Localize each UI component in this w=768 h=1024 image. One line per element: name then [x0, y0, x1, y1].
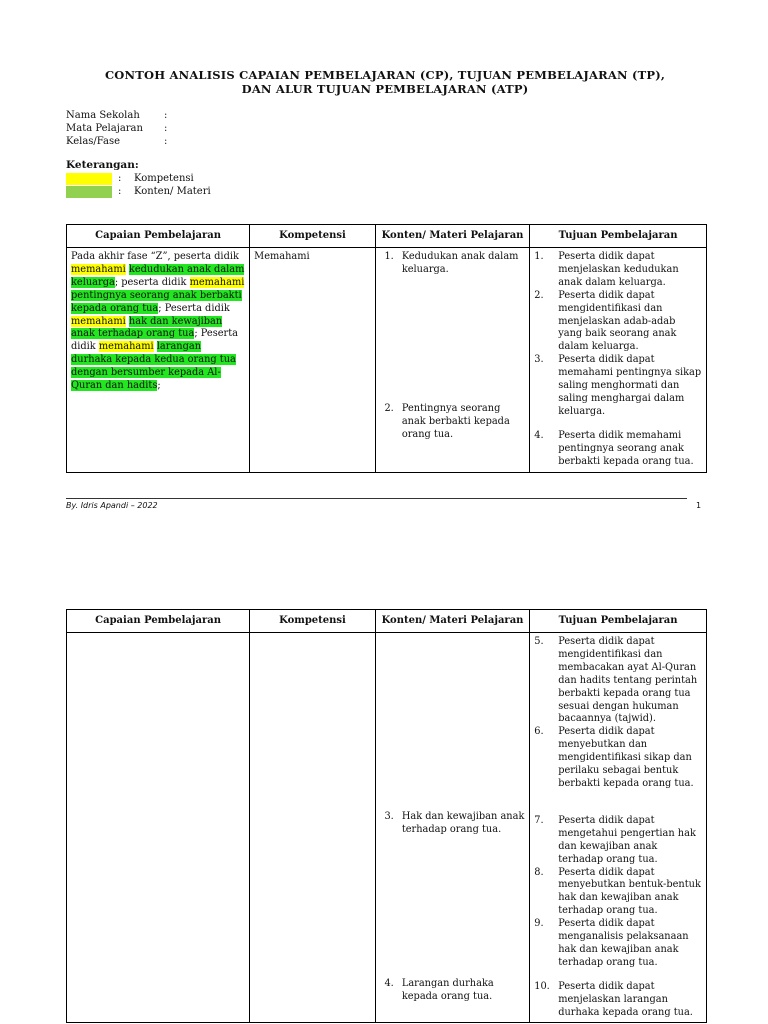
konten-item: [380, 811, 525, 837]
header-tujuan: Tujuan Pembelajaran: [530, 610, 707, 633]
item-number: 3.: [384, 811, 394, 822]
header-capaian: Capaian Pembelajaran: [67, 610, 250, 633]
item-text: Larangan durhaka kepada orang tua.: [401, 977, 494, 1002]
document-title-line-1: CONTOH ANALISIS CAPAIAN PEMBELAJARAN (CP), TUJUAN PEMBELAJARAN (TP),: [104, 68, 666, 82]
item-text: Peserta didik dapat menyebutkan dan mengidentifikasi sikap dan perilaku sebagai bentuk berbakti kepada orang tua.: [558, 726, 694, 789]
item-text: Peserta didik memahami pentingnya seorang anak berbakti kepada orang tua.: [558, 429, 694, 467]
tujuan-item: [534, 430, 702, 469]
analysis-table-page-1: [66, 224, 707, 473]
item-text: Peserta didik dapat mengetahui pengertian hak dan kewajiban anak terhadap orang tua.: [558, 814, 696, 865]
cell-kompetensi: [250, 248, 376, 473]
header-kompetensi: Kompetensi: [250, 610, 376, 633]
item-number: 2.: [384, 402, 394, 414]
header-tujuan: Tujuan Pembelajaran: [530, 225, 707, 248]
cp-text: ; Peserta didik: [158, 302, 230, 314]
item-text: Kedudukan anak dalam keluarga.: [401, 251, 519, 275]
cp-konten-highlight: larangan durhaka kepada kedua orang tua dengan bersumber kepada Al-Quran dan hadits: [71, 341, 236, 392]
item-number: 2.: [534, 289, 544, 301]
cell-capaian-pembelajaran: [67, 248, 250, 473]
info-nama-sekolah: [66, 110, 167, 121]
item-text: Peserta didik dapat menganalisis pelaksanaan hak dan kewajiban anak terhadap orang tua.: [558, 918, 689, 968]
info-sep: :: [164, 110, 168, 121]
konten-item: [380, 403, 525, 442]
cp-konten-highlight: hak dan kewajiban anak terhadap orang tua: [71, 315, 223, 340]
footer-divider: [66, 498, 687, 499]
legend-sep: :: [118, 173, 122, 184]
cp-text: ; peserta didik: [114, 276, 190, 288]
item-text: Peserta didik dapat mengidentifikasi dan membacakan ayat Al-Quran dan hadits tentang perintah berbakti kepada orang tua sesuai dengan hukuman bacaannya (tajwid).: [558, 636, 698, 725]
tujuan-item: [534, 251, 702, 290]
info-sep: :: [164, 136, 168, 147]
legend-item-konten: [66, 186, 211, 198]
cp-kompetensi-highlight: memahami: [98, 341, 154, 353]
info-mata-pelajaran: [66, 123, 167, 134]
table-header-row: [67, 225, 707, 248]
cp-text: ; Peserta didik: [71, 328, 238, 353]
cp-text: Pada akhir fase “Z”, peserta didik: [71, 251, 239, 262]
table-row: [67, 633, 707, 1023]
item-number: 4.: [534, 429, 544, 441]
tujuan-item: [534, 726, 702, 791]
cp-text: ;: [157, 380, 161, 392]
legend-swatch-green: [66, 186, 112, 198]
tujuan-item: [534, 290, 702, 355]
konten-item: [380, 978, 525, 1004]
cell-kompetensi: [250, 633, 376, 1023]
tujuan-item: [534, 918, 702, 970]
table-row: [67, 248, 707, 473]
cell-konten: [375, 633, 529, 1023]
info-sep: :: [164, 123, 168, 134]
tujuan-item: [534, 354, 702, 419]
item-number: 7.: [534, 814, 544, 826]
cp-konten-highlight: kedudukan anak dalam keluarga: [71, 263, 245, 288]
cp-kompetensi-highlight: memahami: [189, 276, 245, 288]
cp-kompetensi-highlight: memahami: [71, 263, 126, 275]
legend-label: Konten/ Materi: [134, 186, 211, 197]
info-label: Kelas/Fase: [66, 136, 121, 147]
cell-konten: [375, 248, 529, 473]
info-label: Nama Sekolah: [66, 110, 140, 121]
item-text: Hak dan kewajiban anak terhadap orang tua.: [401, 811, 525, 835]
header-konten: Konten/ Materi Pelajaran: [375, 610, 529, 633]
table-header-row: [67, 610, 707, 633]
legend-item-kompetensi: [66, 173, 194, 185]
item-number: 1.: [534, 251, 544, 262]
tujuan-item: [534, 867, 702, 919]
item-number: 5.: [534, 636, 544, 647]
footer-author: By. Idris Apandi – 2022: [66, 501, 158, 510]
item-number: 4.: [384, 977, 394, 989]
cell-capaian-pembelajaran: [67, 633, 250, 1023]
cp-konten-highlight: pentingnya seorang anak berbakti kepada orang tua: [71, 289, 242, 314]
item-text: Peserta didik dapat menjelaskan larangan durhaka kepada orang tua.: [558, 980, 693, 1018]
tujuan-item: [534, 981, 702, 1020]
header-kompetensi: Kompetensi: [250, 225, 376, 248]
legend-title: Keterangan:: [66, 159, 139, 171]
legend-label: Kompetensi: [134, 173, 194, 184]
page-number: 1: [696, 501, 702, 510]
cell-tujuan: [530, 633, 707, 1023]
item-text: Pentingnya seorang anak berbakti kepada orang tua.: [401, 402, 510, 440]
tujuan-item: [534, 815, 702, 867]
item-number: 10.: [534, 980, 550, 992]
item-number: 6.: [534, 726, 544, 738]
analysis-table-page-2: [66, 609, 707, 1023]
item-number: 9.: [534, 918, 544, 930]
konten-item: [380, 251, 525, 277]
item-text: Peserta didik dapat menjelaskan kedudukan anak dalam keluarga.: [558, 251, 679, 288]
item-number: 8.: [534, 866, 544, 878]
kompetensi-value: Memahami: [254, 251, 310, 262]
info-label: Mata Pelajaran: [66, 123, 143, 134]
legend-swatch-yellow: [66, 173, 112, 185]
header-konten: Konten/ Materi Pelajaran: [375, 225, 529, 248]
document-title-line-2: DAN ALUR TUJUAN PEMBELAJARAN (ATP): [241, 82, 529, 96]
header-capaian: Capaian Pembelajaran: [67, 225, 250, 248]
tujuan-item: [534, 636, 702, 726]
item-number: 3.: [534, 354, 544, 366]
item-number: 1.: [384, 251, 394, 262]
item-text: Peserta didik dapat mengidentifikasi dan menjelaskan adab-adab yang baik seorang anak dalam keluarga.: [558, 289, 677, 353]
item-text: Peserta didik dapat memahami pentingnya sikap saling menghormati dan saling menghargai dalam keluarga.: [558, 354, 702, 417]
info-kelas-fase: [66, 136, 167, 147]
cp-kompetensi-highlight: memahami: [71, 315, 126, 327]
cell-tujuan: [530, 248, 707, 473]
legend-sep: :: [118, 186, 122, 197]
item-text: Peserta didik dapat menyebutkan bentuk-bentuk hak dan kewajiban anak terhadap orang tua.: [558, 866, 701, 917]
